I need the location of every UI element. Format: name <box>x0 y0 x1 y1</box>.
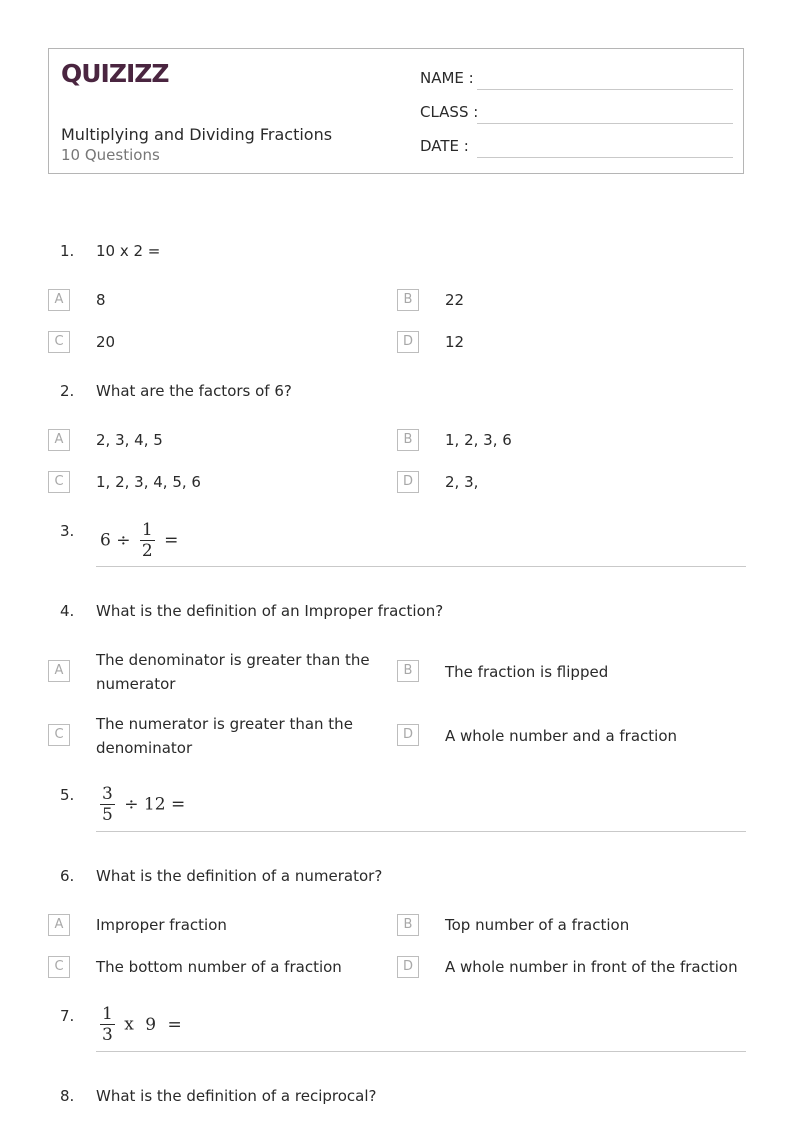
denominator: 2 <box>141 541 153 561</box>
math-expression <box>100 784 185 825</box>
option-c[interactable]: 1, 2, 3, 4, 5, 6 <box>96 473 201 491</box>
class-field[interactable] <box>477 123 733 124</box>
option-c-box[interactable]: C <box>48 956 70 978</box>
equals-sign: = <box>170 794 186 815</box>
date-label: DATE : <box>420 137 469 155</box>
numerator: 3 <box>102 784 113 804</box>
option-d[interactable]: 12 <box>445 333 465 351</box>
fraction <box>100 784 115 825</box>
question-number: 5. <box>60 786 75 804</box>
option-a-box[interactable]: A <box>48 660 70 682</box>
fraction <box>100 1004 115 1045</box>
option-c-box[interactable]: C <box>48 331 70 353</box>
question-number: 6. <box>60 867 75 885</box>
name-label: NAME : <box>420 69 474 87</box>
question-text: What are the factors of 6? <box>96 382 292 400</box>
divide-sign: ÷ <box>124 794 139 815</box>
option-b[interactable]: The fraction is flipped <box>445 663 609 681</box>
option-d[interactable]: A whole number in front of the fraction <box>445 958 738 976</box>
multiply-sign: x <box>124 1014 134 1035</box>
divide-sign: ÷ <box>116 530 131 551</box>
math-expression <box>100 520 178 561</box>
whole-number: 9 <box>145 1014 157 1035</box>
question-count: 10 Questions <box>61 146 160 164</box>
answer-line[interactable] <box>96 831 746 832</box>
whole-number: 12 <box>143 794 166 815</box>
option-b[interactable]: Top number of a fraction <box>445 916 630 934</box>
option-c-box[interactable]: C <box>48 471 70 493</box>
option-a[interactable]: Improper fraction <box>96 916 227 934</box>
answer-line[interactable] <box>96 1051 746 1052</box>
option-c[interactable]: 20 <box>96 333 116 351</box>
denominator: 5 <box>102 805 113 825</box>
equals-sign: = <box>164 530 179 551</box>
question-text: 10 x 2 = <box>96 242 161 260</box>
option-b-box[interactable]: B <box>397 289 419 311</box>
numerator: 1 <box>102 1004 113 1024</box>
worksheet-title: Multiplying and Dividing Fractions <box>61 125 333 144</box>
equals-sign: = <box>167 1014 182 1035</box>
option-b[interactable]: 22 <box>445 291 465 309</box>
whole-number: 6 <box>100 530 111 551</box>
option-d-box[interactable]: D <box>397 471 419 493</box>
option-c-box[interactable]: C <box>48 724 70 746</box>
option-c[interactable]: The numerator is greater than the denominator <box>96 715 353 757</box>
option-a-box[interactable]: A <box>48 914 70 936</box>
quizizz-logo: QUIZIZZ <box>61 59 169 88</box>
class-label: CLASS : <box>420 103 479 121</box>
question-number: 4. <box>60 602 75 620</box>
option-a[interactable]: The denominator is greater than the numerator <box>96 651 370 693</box>
question-number: 8. <box>60 1087 75 1105</box>
option-d[interactable]: A whole number and a fraction <box>445 727 678 745</box>
fraction <box>140 520 155 561</box>
date-field[interactable] <box>477 157 733 158</box>
option-c[interactable]: The bottom number of a fraction <box>96 958 342 976</box>
question-text: What is the definition of a reciprocal? <box>96 1087 377 1105</box>
option-d-box[interactable]: D <box>397 331 419 353</box>
option-d-box[interactable]: D <box>397 724 419 746</box>
question-text: What is the definition of a numerator? <box>96 867 383 885</box>
option-b-box[interactable]: B <box>397 429 419 451</box>
option-d-box[interactable]: D <box>397 956 419 978</box>
option-b-box[interactable]: B <box>397 914 419 936</box>
question-number: 1. <box>60 242 75 260</box>
option-a-box[interactable]: A <box>48 429 70 451</box>
denominator: 3 <box>102 1025 113 1045</box>
question-text: What is the definition of an Improper fraction? <box>96 602 444 620</box>
question-number: 2. <box>60 382 75 400</box>
numerator: 1 <box>141 520 153 540</box>
question-number: 7. <box>60 1007 75 1025</box>
question-number: 3. <box>60 522 75 540</box>
option-a[interactable]: 2, 3, 4, 5 <box>96 431 163 449</box>
name-field[interactable] <box>477 89 733 90</box>
option-b-box[interactable]: B <box>397 660 419 682</box>
option-d[interactable]: 2, 3, <box>445 473 479 491</box>
option-a[interactable]: 8 <box>96 291 106 309</box>
option-a-box[interactable]: A <box>48 289 70 311</box>
answer-line[interactable] <box>96 566 746 567</box>
option-b[interactable]: 1, 2, 3, 6 <box>445 431 512 449</box>
math-expression <box>100 1004 182 1045</box>
worksheet-header <box>48 48 744 174</box>
